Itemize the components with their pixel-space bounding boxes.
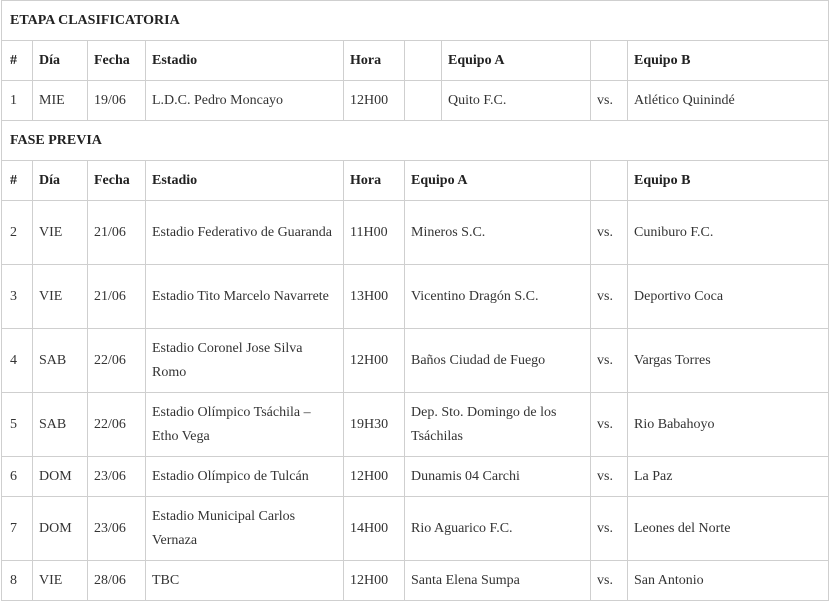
match-num: 7 (2, 497, 33, 561)
match-fecha: 28/06 (88, 561, 146, 601)
match-dia: DOM (33, 497, 88, 561)
match-equipo-b: Vargas Torres (628, 329, 829, 393)
match-dia: MIE (33, 81, 88, 121)
header-hora: Hora (344, 161, 405, 201)
match-equipo-a: Rio Aguarico F.C. (405, 497, 591, 561)
section-title-row (2, 1, 829, 41)
match-fecha: 19/06 (88, 81, 146, 121)
header-dia: Día (33, 161, 88, 201)
match-hora: 19H30 (344, 393, 405, 457)
match-dia: SAB (33, 393, 88, 457)
match-equipo-a: Baños Ciudad de Fuego (405, 329, 591, 393)
match-equipo-a: Mineros S.C. (405, 201, 591, 265)
match-num: 1 (2, 81, 33, 121)
table-row (2, 329, 829, 393)
match-num: 3 (2, 265, 33, 329)
match-hora: 12H00 (344, 457, 405, 497)
match-estadio: Estadio Tito Marcelo Navarrete (146, 265, 344, 329)
match-hora: 12H00 (344, 329, 405, 393)
match-fecha: 23/06 (88, 457, 146, 497)
header-vs-cell (591, 161, 628, 201)
header-empty-cell (405, 41, 442, 81)
match-hora: 12H00 (344, 561, 405, 601)
match-estadio: Estadio Olímpico de Tulcán (146, 457, 344, 497)
header-hora: Hora (344, 41, 405, 81)
match-fecha: 22/06 (88, 393, 146, 457)
match-hora: 14H00 (344, 497, 405, 561)
match-dia: VIE (33, 561, 88, 601)
fixtures-table-body (2, 1, 829, 601)
header-fecha: Fecha (88, 161, 146, 201)
match-equipo-b: La Paz (628, 457, 829, 497)
match-hora: 12H00 (344, 81, 405, 121)
table-row (2, 561, 829, 601)
match-dia: SAB (33, 329, 88, 393)
match-dia: DOM (33, 457, 88, 497)
table-row (2, 497, 829, 561)
match-dia: VIE (33, 201, 88, 265)
match-equipo-b: Atlético Quinindé (628, 81, 829, 121)
match-vs: vs. (591, 457, 628, 497)
match-equipo-a: Santa Elena Sumpa (405, 561, 591, 601)
match-vs: vs. (591, 201, 628, 265)
match-estadio: Estadio Municipal Carlos Vernaza (146, 497, 344, 561)
header-equipo-a: Equipo A (442, 41, 591, 81)
match-empty-cell (405, 81, 442, 121)
match-hora: 11H00 (344, 201, 405, 265)
match-vs: vs. (591, 561, 628, 601)
match-fecha: 22/06 (88, 329, 146, 393)
match-equipo-a: Vicentino Dragón S.C. (405, 265, 591, 329)
header-equipo-b: Equipo B (628, 161, 829, 201)
table-row (2, 81, 829, 121)
match-fecha: 21/06 (88, 201, 146, 265)
match-equipo-b: Cuniburo F.C. (628, 201, 829, 265)
match-vs: vs. (591, 329, 628, 393)
match-equipo-b: Rio Babahoyo (628, 393, 829, 457)
match-equipo-b: San Antonio (628, 561, 829, 601)
section-title: ETAPA CLASIFICATORIA (2, 1, 829, 41)
match-fecha: 21/06 (88, 265, 146, 329)
table-row (2, 393, 829, 457)
match-equipo-b: Deportivo Coca (628, 265, 829, 329)
match-vs: vs. (591, 81, 628, 121)
section-title: FASE PREVIA (2, 121, 829, 161)
match-num: 5 (2, 393, 33, 457)
match-estadio: TBC (146, 561, 344, 601)
header-num: # (2, 161, 33, 201)
match-dia: VIE (33, 265, 88, 329)
table-row (2, 457, 829, 497)
match-num: 6 (2, 457, 33, 497)
match-estadio: Estadio Coronel Jose Silva Romo (146, 329, 344, 393)
header-estadio: Estadio (146, 41, 344, 81)
match-fecha: 23/06 (88, 497, 146, 561)
match-num: 2 (2, 201, 33, 265)
match-vs: vs. (591, 393, 628, 457)
match-equipo-b: Leones del Norte (628, 497, 829, 561)
match-equipo-a: Quito F.C. (442, 81, 591, 121)
table-row (2, 265, 829, 329)
header-dia: Día (33, 41, 88, 81)
header-estadio: Estadio (146, 161, 344, 201)
header-fecha: Fecha (88, 41, 146, 81)
header-row (2, 41, 829, 81)
header-num: # (2, 41, 33, 81)
match-estadio: L.D.C. Pedro Moncayo (146, 81, 344, 121)
match-estadio: Estadio Federativo de Guaranda (146, 201, 344, 265)
section-title-row (2, 121, 829, 161)
table-row (2, 201, 829, 265)
match-num: 8 (2, 561, 33, 601)
match-hora: 13H00 (344, 265, 405, 329)
header-equipo-b: Equipo B (628, 41, 829, 81)
match-num: 4 (2, 329, 33, 393)
header-row (2, 161, 829, 201)
fixtures-table (1, 0, 829, 601)
match-vs: vs. (591, 497, 628, 561)
header-vs-cell (591, 41, 628, 81)
match-equipo-a: Dep. Sto. Domingo de los Tsáchilas (405, 393, 591, 457)
header-equipo-a: Equipo A (405, 161, 591, 201)
match-equipo-a: Dunamis 04 Carchi (405, 457, 591, 497)
match-estadio: Estadio Olímpico Tsáchila – Etho Vega (146, 393, 344, 457)
match-vs: vs. (591, 265, 628, 329)
